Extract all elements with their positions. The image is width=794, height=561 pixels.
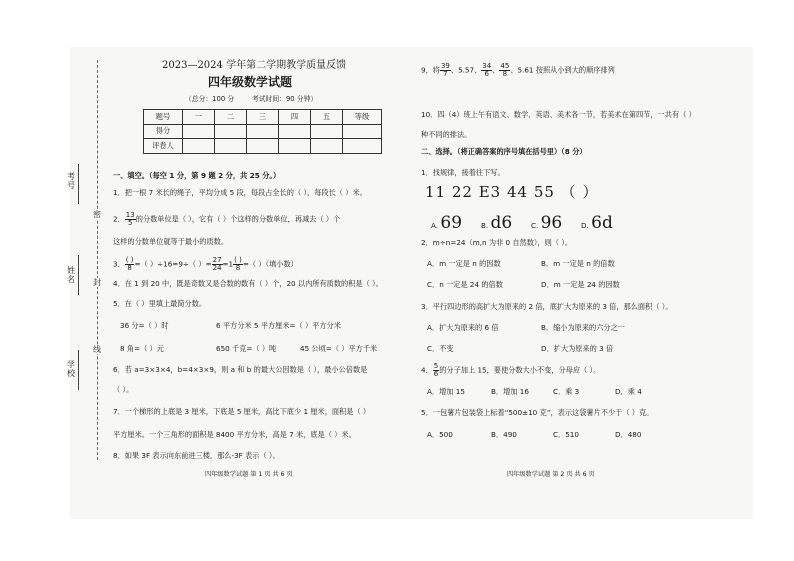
question-10-continued: 种不同的排法。: [421, 130, 472, 139]
question-5c: 8 角=（ ）元: [120, 344, 164, 353]
table-cell: 得分: [144, 124, 183, 139]
question-9: [421, 63, 615, 78]
question-3-number: 3．: [113, 259, 125, 269]
label-seal-feng: 封: [93, 278, 101, 287]
mixed-number-whole: =1: [222, 259, 234, 269]
question-1: 1．把一根 7 米长的绳子，平均分成 5 段，每段占全长的（ ），每段长（ ）米。: [113, 188, 367, 197]
score-input-cell[interactable]: [215, 124, 247, 139]
question-7-continued: 平方厘米。一个三角形的面积是 8400 平方分米，高是 7 米，底是（ ）米。: [113, 430, 356, 439]
score-input-cell[interactable]: [279, 124, 311, 139]
question-3-text: =（ ）÷16=9÷（ ）=: [134, 259, 212, 269]
question-5b: 6 平方分米 5 平方厘米=（ ）平方分米: [216, 321, 341, 330]
meta-total-score: （总分：100 分: [185, 95, 235, 103]
table-row: [144, 110, 382, 125]
fraction: [233, 257, 243, 272]
choice-2: 2．m÷n=24（m,n 为非 0 自然数），则（ ）。: [421, 238, 573, 247]
grader-input-cell[interactable]: [311, 139, 343, 154]
fraction-numerator: 39: [440, 62, 450, 70]
table-cell: 五: [311, 110, 343, 125]
choice-1-sequence: 11 22 E3 44 55 （ ）: [425, 183, 599, 201]
grader-input-cell[interactable]: [343, 139, 382, 154]
fraction-denominator: 7: [443, 70, 448, 78]
question-5e: 45 公顷=（ ）平方千米: [300, 344, 378, 353]
label-seal-xian: 线: [93, 345, 101, 354]
page-footer-right: 四年级数学试题 第 2 页 共 6 页: [507, 471, 595, 478]
choice-1-option-b[interactable]: [481, 213, 512, 233]
option-value: d6: [490, 213, 513, 233]
choice-4-option-c[interactable]: C．乘 3: [553, 387, 580, 396]
fraction: [125, 212, 136, 227]
question-3: [113, 257, 298, 272]
choice-3-option-b[interactable]: B．缩小为原来的六分之一: [541, 323, 625, 332]
fraction-numerator: 34: [482, 62, 492, 70]
table-row: [144, 139, 382, 154]
choice-1-option-c[interactable]: [531, 213, 562, 233]
question-2: [113, 212, 340, 227]
fraction: [499, 63, 510, 78]
fraction-denominator: 5: [127, 219, 133, 227]
question-8: 8．如果 3F 表示向东前进三楼，那么-3F 表示（ ）。: [113, 451, 280, 460]
table-cell: 等级: [343, 110, 382, 125]
choice-1-option-d[interactable]: [581, 213, 613, 233]
table-cell: 评卷人: [144, 139, 183, 154]
name-line: [78, 255, 79, 295]
question-9-separator: 、: [492, 65, 500, 75]
binding-dashed-line: [97, 60, 98, 460]
choice-4-number: 4．: [421, 365, 433, 375]
exam-term-line: 2023—2024 学年第二学期教学质量反馈: [162, 60, 347, 71]
table-cell: 四: [279, 110, 311, 125]
question-6: 6．若 a=3×3×4，b=4×3×9，则 a 和 b 的最大公因数是（ ），最小公倍数是: [113, 365, 368, 374]
score-input-cell[interactable]: [311, 124, 343, 139]
question-2-number: 2．: [113, 214, 125, 224]
question-9-separator: 、5.57、: [450, 65, 482, 75]
option-value: 96: [540, 213, 563, 233]
page-title: 四年级数学试题: [208, 75, 293, 89]
fraction-denominator: 6: [433, 370, 439, 378]
choice-2-option-b[interactable]: B．m 一定是 n 的倍数: [541, 259, 615, 268]
question-9-text: 、5.61 按照从小到大的顺序排列: [510, 65, 615, 75]
option-label: C.: [531, 221, 539, 230]
page-footer-left: 四年级数学试题 第 1 页 共 6 页: [205, 471, 293, 478]
fraction-denominator: 8: [502, 70, 508, 78]
score-table: [143, 109, 382, 154]
choice-1-option-a[interactable]: [431, 213, 462, 233]
choice-3-option-c[interactable]: C．不变: [427, 344, 454, 353]
fraction-numerator: 45: [500, 62, 510, 70]
choice-2-option-c[interactable]: C．n 一定是 24 的倍数: [427, 280, 503, 289]
question-5d: 650 千克=（ ）吨: [216, 344, 277, 353]
choice-4-option-d[interactable]: D．乘 4: [615, 387, 642, 396]
label-seal-mi: 密: [93, 210, 101, 219]
option-value: 69: [440, 213, 463, 233]
label-school: 学校: [67, 360, 75, 378]
choice-3-option-a[interactable]: A．扩大为原来的 6 倍: [427, 323, 499, 332]
question-4: 4．在 1 到 20 中，既是奇数又是合数的数有（ ）个，20 以内所有质数的积是（ ）。: [113, 279, 383, 288]
score-input-cell[interactable]: [343, 124, 382, 139]
section1-heading: 一、填空。（每空 1 分，第 9 题 2 分，共 25 分。）: [113, 171, 281, 180]
fraction-denominator: 8: [235, 264, 241, 272]
choice-5-option-d[interactable]: D．480: [615, 430, 642, 439]
score-input-cell[interactable]: [247, 124, 279, 139]
choice-3-option-d[interactable]: D．扩大为原来的 3 倍: [541, 344, 614, 353]
grader-input-cell[interactable]: [279, 139, 311, 154]
fraction-numerator: ( ): [125, 256, 134, 264]
fraction-denominator: 6: [484, 70, 489, 78]
choice-5-option-a[interactable]: A．500: [427, 430, 453, 439]
choice-2-option-d[interactable]: D．m 一定是 24 的因数: [541, 280, 620, 289]
choice-5-option-b[interactable]: B．490: [491, 430, 517, 439]
question-3-end: =（ ）（填小数）: [242, 259, 298, 269]
score-input-cell[interactable]: [183, 124, 215, 139]
label-exam-number: 考号: [67, 172, 75, 190]
option-value: 6d: [591, 213, 613, 233]
choice-4-option-a[interactable]: A．增加 15: [427, 387, 465, 396]
grader-input-cell[interactable]: [183, 139, 215, 154]
exam-number-line: [78, 164, 79, 204]
question-5: 5．在（ ）里填上最简分数。: [113, 299, 207, 308]
fraction: [481, 63, 492, 78]
table-cell: 二: [215, 110, 247, 125]
question-9-number: 9．将: [421, 65, 440, 75]
choice-5-option-c[interactable]: C．510: [553, 430, 579, 439]
choice-3: 3．平行四边形的高扩大为原来的 2 倍，底扩大为原来的 3 倍，那么面积（ ）。: [421, 302, 673, 311]
choice-4: [421, 363, 600, 378]
question-2-continued: 这样的分数单位就等于最小的质数。: [113, 237, 229, 246]
fraction-numerator: ( ): [234, 256, 242, 264]
question-10: 10．四（4）班上午有语文、数学、英语、美术各一节，若美术在第四节，一共有（ ）: [421, 110, 696, 119]
meta-exam-time: 考试时间：90 分钟）: [252, 95, 318, 103]
option-label: D.: [581, 221, 589, 230]
choice-4-option-b[interactable]: B．增加 16: [491, 387, 529, 396]
question-7: 7．一个梯形的上底是 3 厘米，下底是 5 厘米，高比下底少 1 厘米，面积是（ ）: [113, 407, 371, 416]
question-2-text: 的分数单位是（ ），它有（ ）个这样的分数单位，再减去（ ）个: [135, 214, 341, 224]
option-label: B.: [481, 221, 489, 230]
fraction-denominator: 24: [212, 264, 222, 272]
table-row: [144, 124, 382, 139]
table-cell: 题号: [144, 110, 183, 125]
grader-input-cell[interactable]: [247, 139, 279, 154]
fraction: [212, 257, 223, 272]
table-cell: 三: [247, 110, 279, 125]
fraction-numerator: 13: [125, 211, 135, 219]
fraction: [440, 63, 451, 78]
fraction-numerator: 27: [212, 256, 222, 264]
fraction-numerator: 5: [433, 362, 439, 370]
option-label: A.: [431, 221, 439, 230]
fraction-denominator: 8: [127, 264, 132, 272]
choice-2-option-a[interactable]: A．m 一定是 n 的因数: [427, 259, 501, 268]
question-6-continued: （ ）。: [113, 385, 134, 394]
grader-input-cell[interactable]: [215, 139, 247, 154]
school-line: [78, 350, 79, 390]
table-cell: 一: [183, 110, 215, 125]
choice-5: 5．一包薯片包装袋上标着“500±10 克”，表示这袋薯片不少于（ ）克。: [421, 408, 654, 417]
question-5a: 36 分=（ ）时: [120, 321, 169, 330]
section2-heading: 二、选择。（将正确答案的序号填在括号里）（8 分）: [421, 147, 587, 156]
choice-1: 1．找规律，接着往下写。: [421, 168, 505, 177]
fraction: [125, 257, 135, 272]
choice-4-text: 的分子加上 15，要使分数大小不变，分母应（ ）。: [439, 365, 601, 375]
label-name: 姓名: [67, 266, 75, 284]
